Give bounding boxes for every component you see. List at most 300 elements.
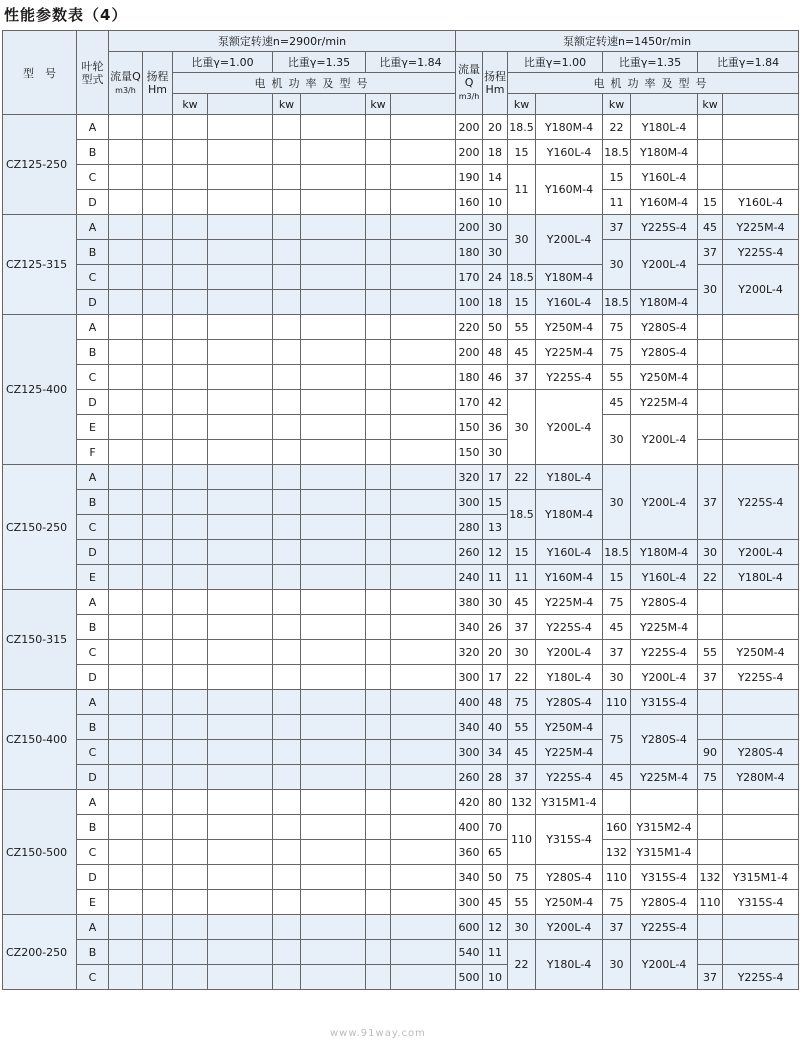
empty-cell [109,415,143,440]
head-value: 34 [483,740,508,765]
motor-kw: 15 [508,140,536,165]
empty-cell [109,940,143,965]
empty-cell [109,690,143,715]
motor-kw: 18.5 [508,490,536,540]
empty-cell [273,940,301,965]
empty-cell [366,965,391,990]
empty-cell [143,940,173,965]
motor-kw [698,340,723,365]
empty-cell [366,290,391,315]
motor-model: Y225S-4 [631,215,698,240]
empty-cell [366,865,391,890]
flow-value: 300 [456,890,483,915]
header-speed-1450: 泵额定转速n=1450r/min [456,31,799,52]
empty-cell [143,840,173,865]
motor-kw: 132 [508,790,536,815]
flow-value: 340 [456,615,483,640]
empty-cell [366,490,391,515]
motor-kw: 132 [603,840,631,865]
motor-model: Y225S-4 [631,640,698,665]
empty-cell [208,265,273,290]
impeller-type: B [77,715,109,740]
empty-cell [109,815,143,840]
head-value: 17 [483,465,508,490]
empty-cell [143,115,173,140]
empty-cell [143,565,173,590]
empty-cell [366,665,391,690]
motor-model: Y280M-4 [723,765,799,790]
motor-kw: 55 [508,890,536,915]
header-model-cell [723,94,799,115]
empty-cell [208,340,273,365]
empty-cell [173,465,208,490]
head-value: 12 [483,540,508,565]
motor-kw: 30 [603,465,631,540]
flow-value: 300 [456,665,483,690]
motor-kw: 55 [698,640,723,665]
table-row [3,865,799,890]
empty-cell [208,840,273,865]
motor-model: Y225M-4 [536,740,603,765]
empty-cell [208,515,273,540]
empty-cell [109,215,143,240]
table-row [3,640,799,665]
empty-cell [366,565,391,590]
flow-value: 500 [456,965,483,990]
empty-cell [301,965,366,990]
header-sg184-2900: 比重γ=1.84 [366,52,456,73]
motor-kw: 37 [698,465,723,540]
empty-cell [208,415,273,440]
head-value: 42 [483,390,508,415]
head-value: 10 [483,190,508,215]
flow-value: 300 [456,740,483,765]
empty-cell [109,740,143,765]
motor-model: Y200L-4 [536,390,603,465]
head-value: 30 [483,440,508,465]
empty-cell [143,665,173,690]
impeller-type: C [77,840,109,865]
motor-model: Y225S-4 [723,665,799,690]
motor-kw: 30 [508,215,536,265]
empty-cell [208,940,273,965]
impeller-type: E [77,890,109,915]
empty-cell [366,715,391,740]
empty-cell [143,615,173,640]
head-value: 50 [483,315,508,340]
motor-model: Y200L-4 [536,640,603,665]
motor-model: Y160L-4 [631,565,698,590]
empty-cell [109,440,143,465]
motor-kw: 45 [508,340,536,365]
motor-model: Y180L-4 [536,465,603,490]
motor-kw: 90 [698,740,723,765]
empty-cell [109,890,143,915]
head-value: 15 [483,490,508,515]
empty-cell [143,265,173,290]
motor-model: Y225S-4 [536,765,603,790]
motor-model: Y315M2-4 [631,815,698,840]
empty-cell [173,440,208,465]
flow-value: 260 [456,540,483,565]
head-value: 65 [483,840,508,865]
motor-kw [698,365,723,390]
empty-cell [391,965,456,990]
motor-model [723,440,799,465]
header-motor-2900: 电机功率及型号 [173,73,456,94]
motor-kw: 110 [508,815,536,865]
header-kw: kw [273,94,301,115]
motor-model: Y225M-4 [723,215,799,240]
motor-kw: 110 [603,865,631,890]
head-value: 20 [483,640,508,665]
motor-model [723,165,799,190]
motor-kw: 75 [698,765,723,790]
model-name: CZ150-250 [3,465,77,590]
empty-cell [273,840,301,865]
empty-cell [391,340,456,365]
motor-kw [698,915,723,940]
empty-cell [143,965,173,990]
empty-cell [143,765,173,790]
empty-cell [391,240,456,265]
empty-cell [301,915,366,940]
motor-model: Y160L-4 [536,290,603,315]
motor-kw: 30 [603,665,631,690]
empty-cell [366,165,391,190]
empty-cell [273,865,301,890]
flow-value: 180 [456,365,483,390]
motor-model: Y180L-4 [723,565,799,590]
table-row [3,415,799,440]
flow-value: 200 [456,140,483,165]
empty-cell [173,140,208,165]
head-value: 18 [483,140,508,165]
empty-cell [366,540,391,565]
model-name: CZ150-500 [3,790,77,915]
empty-cell [273,365,301,390]
empty-cell [109,765,143,790]
impeller-type: E [77,415,109,440]
empty-cell [109,190,143,215]
empty-cell [173,840,208,865]
empty-cell [109,165,143,190]
empty-cell [109,915,143,940]
motor-kw: 22 [508,465,536,490]
flow-value: 180 [456,240,483,265]
motor-model: Y280S-4 [631,715,698,765]
motor-kw: 110 [603,690,631,715]
empty-cell [173,690,208,715]
empty-cell [301,465,366,490]
empty-cell [391,565,456,590]
motor-kw [698,615,723,640]
empty-cell [391,840,456,865]
empty-cell [301,765,366,790]
empty-cell [208,565,273,590]
empty-cell [301,365,366,390]
model-name: CZ150-315 [3,590,77,690]
motor-model: Y280S-4 [631,315,698,340]
empty-cell [109,115,143,140]
flow-value: 320 [456,640,483,665]
table-row [3,565,799,590]
header-sg135-2900: 比重γ=1.35 [273,52,366,73]
motor-kw [698,140,723,165]
empty-cell [143,590,173,615]
motor-kw: 55 [508,715,536,740]
empty-cell [143,690,173,715]
empty-cell [208,490,273,515]
motor-model [723,940,799,965]
impeller-type: C [77,965,109,990]
motor-kw [698,815,723,840]
motor-model: Y200L-4 [631,240,698,290]
table-row [3,715,799,740]
empty-cell [391,940,456,965]
motor-model: Y225S-4 [631,915,698,940]
flow-value: 200 [456,340,483,365]
impeller-type: B [77,240,109,265]
flow-label: 流量Q [458,63,481,89]
impeller-type: B [77,940,109,965]
empty-cell [273,890,301,915]
model-name: CZ125-400 [3,315,77,465]
motor-kw: 45 [508,590,536,615]
flow-label: 流量Q [110,69,141,83]
flow-value: 360 [456,840,483,865]
empty-cell [391,590,456,615]
header-motor-1450: 电机功率及型号 [508,73,799,94]
empty-cell [273,390,301,415]
empty-cell [301,140,366,165]
empty-cell [391,690,456,715]
motor-kw: 30 [698,265,723,315]
flow-value: 150 [456,440,483,465]
motor-model: Y160M-4 [536,565,603,590]
empty-cell [109,515,143,540]
motor-kw: 37 [603,215,631,240]
empty-cell [143,715,173,740]
motor-kw: 45 [603,615,631,640]
empty-cell [173,815,208,840]
motor-kw: 15 [603,565,631,590]
header-head-2900: 扬程Hm [143,52,173,115]
performance-table [2,30,799,990]
empty-cell [391,215,456,240]
impeller-type: A [77,465,109,490]
motor-model: Y180M-4 [631,140,698,165]
empty-cell [208,615,273,640]
flow-value: 420 [456,790,483,815]
motor-model [723,390,799,415]
empty-cell [301,490,366,515]
motor-kw: 22 [508,665,536,690]
empty-cell [173,115,208,140]
header-impeller: 叶轮型式 [77,31,109,115]
motor-model: Y225M-4 [631,765,698,790]
table-row [3,540,799,565]
motor-model: Y200L-4 [631,665,698,690]
empty-cell [143,390,173,415]
impeller-type: D [77,665,109,690]
empty-cell [273,215,301,240]
impeller-type: D [77,290,109,315]
empty-cell [273,965,301,990]
head-value: 40 [483,715,508,740]
empty-cell [173,790,208,815]
flow-value: 190 [456,165,483,190]
empty-cell [366,740,391,765]
motor-kw: 55 [603,365,631,390]
motor-kw: 11 [603,190,631,215]
empty-cell [301,240,366,265]
empty-cell [391,865,456,890]
empty-cell [173,915,208,940]
impeller-type: A [77,915,109,940]
motor-model: Y180M-4 [536,490,603,540]
motor-model: Y160M-4 [631,190,698,215]
empty-cell [173,715,208,740]
empty-cell [301,890,366,915]
empty-cell [391,415,456,440]
empty-cell [366,765,391,790]
impeller-type: C [77,515,109,540]
flow-value: 400 [456,815,483,840]
empty-cell [173,515,208,540]
motor-kw: 22 [508,940,536,990]
header-flow-1450 [456,52,483,115]
empty-cell [208,540,273,565]
table-row [3,365,799,390]
impeller-type: F [77,440,109,465]
empty-cell [143,165,173,190]
empty-cell [109,865,143,890]
empty-cell [109,640,143,665]
empty-cell [173,615,208,640]
empty-cell [273,665,301,690]
motor-kw: 30 [508,640,536,665]
empty-cell [391,265,456,290]
empty-cell [208,190,273,215]
motor-model: Y160L-4 [536,540,603,565]
empty-cell [143,140,173,165]
motor-kw: 18.5 [603,140,631,165]
motor-kw [698,840,723,865]
empty-cell [143,915,173,940]
motor-model: Y180M-4 [536,115,603,140]
empty-cell [273,290,301,315]
motor-kw: 30 [508,915,536,940]
table-row [3,840,799,865]
motor-model [723,140,799,165]
table-row [3,240,799,265]
empty-cell [208,365,273,390]
empty-cell [208,715,273,740]
motor-kw: 37 [508,765,536,790]
impeller-type: D [77,540,109,565]
motor-kw [698,590,723,615]
empty-cell [301,790,366,815]
motor-kw: 37 [603,640,631,665]
impeller-type: C [77,365,109,390]
empty-cell [173,590,208,615]
empty-cell [109,965,143,990]
empty-cell [208,165,273,190]
motor-kw [698,165,723,190]
motor-kw: 45 [508,740,536,765]
motor-kw [698,715,723,740]
empty-cell [391,640,456,665]
motor-kw [698,390,723,415]
motor-kw: 22 [698,565,723,590]
empty-cell [273,415,301,440]
empty-cell [173,940,208,965]
empty-cell [109,265,143,290]
empty-cell [208,240,273,265]
head-value: 11 [483,565,508,590]
impeller-type: C [77,265,109,290]
empty-cell [301,690,366,715]
impeller-type: E [77,565,109,590]
impeller-type: A [77,215,109,240]
motor-model: Y280S-4 [631,340,698,365]
flow-value: 300 [456,490,483,515]
impeller-type: C [77,740,109,765]
empty-cell [366,340,391,365]
empty-cell [173,865,208,890]
empty-cell [366,940,391,965]
empty-cell [109,490,143,515]
empty-cell [273,515,301,540]
empty-cell [208,640,273,665]
table-row [3,590,799,615]
empty-cell [366,590,391,615]
empty-cell [143,340,173,365]
empty-cell [301,540,366,565]
header-kw: kw [173,94,208,115]
empty-cell [208,915,273,940]
empty-cell [143,515,173,540]
motor-model: Y315S-4 [631,865,698,890]
header-sg100-1450: 比重γ=1.00 [508,52,603,73]
header-model-cell [391,94,456,115]
head-value: 18 [483,290,508,315]
empty-cell [109,790,143,815]
empty-cell [391,290,456,315]
empty-cell [301,315,366,340]
head-value: 45 [483,890,508,915]
motor-model: Y225M-4 [536,590,603,615]
empty-cell [173,965,208,990]
table-row [3,665,799,690]
empty-cell [366,365,391,390]
motor-kw: 75 [603,590,631,615]
empty-cell [273,590,301,615]
empty-cell [173,665,208,690]
motor-model: Y225M-4 [631,615,698,640]
motor-model: Y180M-4 [631,290,698,315]
motor-model [723,315,799,340]
empty-cell [208,215,273,240]
motor-kw [698,790,723,815]
header-model-cell [208,94,273,115]
empty-cell [143,290,173,315]
empty-cell [391,190,456,215]
flow-value: 320 [456,465,483,490]
empty-cell [273,265,301,290]
empty-cell [301,940,366,965]
